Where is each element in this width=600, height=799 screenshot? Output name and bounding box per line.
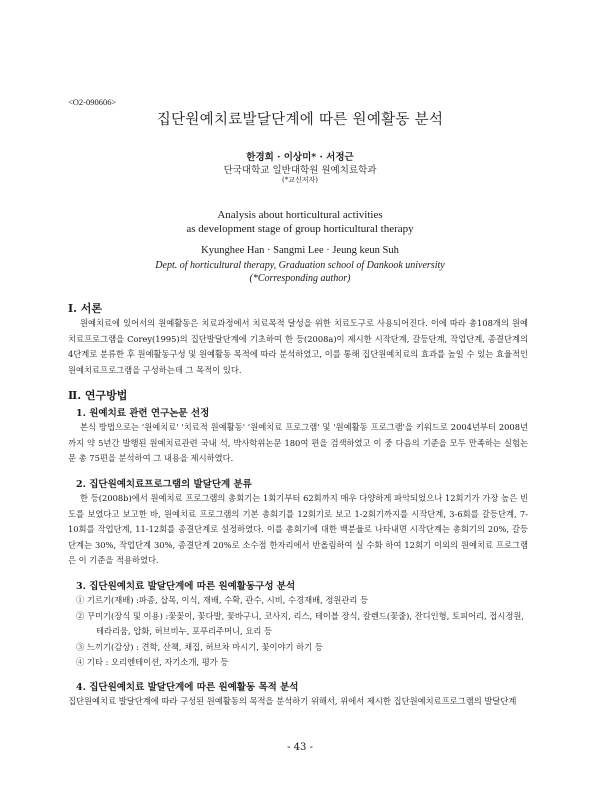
list-item: ④ 기타 : 오리엔테이션, 자기소개, 평가 등: [76, 657, 229, 667]
subsection-4-heading: 4. 집단원예치료 발달단계에 따른 원예활동 목적 분석: [76, 682, 299, 693]
affiliation-en-line1: Dept. of horticultural therapy, Graduation school of Dankook university: [155, 260, 445, 271]
title-en-line2: as development stage of group horticultural therapy: [186, 223, 414, 235]
subsection-2-paragraph: 한 등(2008b)에서 원예치료 프로그램의 총회기는 1회기부터 62회까지 매우 다양하게 파악되었으나 12회기가 가장 높은 빈도를 보였다고 보고한 바, 원예치료 프로그램의 기본 총회기를 12회기로 보고 1-2회기까지를 시작단계, 3-6회를 갈등단계, 7-10회를 작업단계, 11-12회를 종결단계로 설정하였다. 이를 총회기에 대한 백분율로 나타내면 시작단계는 총회기의 20%, 갈등단계는 30%, 작업단계 30%, 종결단계 20%로 소수점 한자리에서 반올림하여 실 수화 하여 12회기 이외의 원예치료 프로그램은 이 기준을 적용하였다.: [68, 493, 528, 565]
title-en-line1: Analysis about horticultural activities: [217, 209, 383, 221]
section-2-heading: Ⅱ. 연구방법: [68, 389, 128, 402]
authors-korean: 한경희 · 이상미* · 서정근: [246, 152, 354, 163]
paper-title-korean: 집단원예치료발달단계에 따른 원예활동 분석: [156, 112, 444, 128]
section-1-body: [68, 316, 528, 378]
paper-code: <O2-090606>: [68, 97, 117, 107]
affiliation-english: [0, 259, 600, 285]
affiliation-en-line2: (*Corresponding author): [249, 273, 351, 284]
subsection-2-body: [68, 491, 528, 569]
list-item: ③ 느끼기(감상) : 견학, 산책, 채집, 허브차 마시기, 꽃이야기 하기 등: [76, 641, 323, 652]
list-item-continuation: 테라리움, 압화, 허브비누, 포푸리주머니, 요리 등: [96, 626, 273, 636]
corresponding-note-korean: (*교신저자): [281, 176, 318, 184]
activity-type-list: [76, 593, 532, 671]
page-number: - 43 -: [287, 742, 313, 753]
subsection-4-body: [68, 694, 528, 710]
section-1-paragraph: 원예치료에 있어서의 원예활동은 치료과정에서 치료목적 달성을 위한 치료도구로 사용되어진다. 이에 따라 총108개의 원예치료프로그램을 Corey(1995)의 집단발달단계에 기초하여 한 등(2008a)이 제시한 시작단계, 갈등단계, 작업단계, 종결단계의 4단계로 분류한 후 원예활동구성 및 원예활동 목적에 따라 분석하였고, 이를 통해 집단원예치료의 효과를 높일 수 있는 효율적인 원예치료프로그램을 구성하는데 그 목적이 있다.: [68, 318, 528, 375]
subsection-1-paragraph: 본식 방법으로는 '원예치료' '치료적 원예활동' '원예치료 프로그램' 및 '원예활동 프로그램'을 키워드로 2004년부터 2008년까지 약 5년간 발행된 원예치료관련 국내 석, 박사학위논문 180여 편을 검색하였고 이 중 다음의 기준을 모두 만족하는 실험논문 총 75편을 분석하여 그 내용을 제시하였다.: [68, 422, 528, 463]
list-item: ② 꾸미기(장식 및 이용) :꽃꽂이, 꽃다발, 꽃바구니, 코사지, 리스, 테이블 장식, 칼렌드(꽃줄), 잔디인형, 토피어리, 접시정원,: [76, 610, 525, 621]
list-item: ① 기르기(재배) :파종, 삽목, 이식, 재배, 수확, 관수, 시비, 수경재배, 정원관리 등: [76, 595, 369, 605]
subsection-1-heading: 1. 원예치료 관련 연구논문 선정: [76, 408, 210, 419]
subsection-4-paragraph: 집단원예치료 발달단계에 따라 구성된 원예활동의 목적을 분석하기 위해서, 위에서 제시한 집단원예치료프로그램의 발달단계: [68, 696, 517, 706]
subsection-2-heading: 2. 집단원예치료프로그램의 발달단계 분류: [76, 479, 252, 490]
section-1-heading: Ⅰ. 서론: [68, 302, 103, 315]
subsection-3-heading: 3. 집단원예치료 발달단계에 따른 원예활동구성 분석: [76, 581, 296, 592]
affiliation-korean: 단국대학교 일반대학원 원예치료학과: [223, 165, 377, 176]
authors-english: Kyunghee Han · Sangmi Lee · Jeung keun Suh: [201, 245, 399, 256]
subsection-1-body: [68, 420, 528, 467]
paper-title-english: [0, 208, 600, 236]
